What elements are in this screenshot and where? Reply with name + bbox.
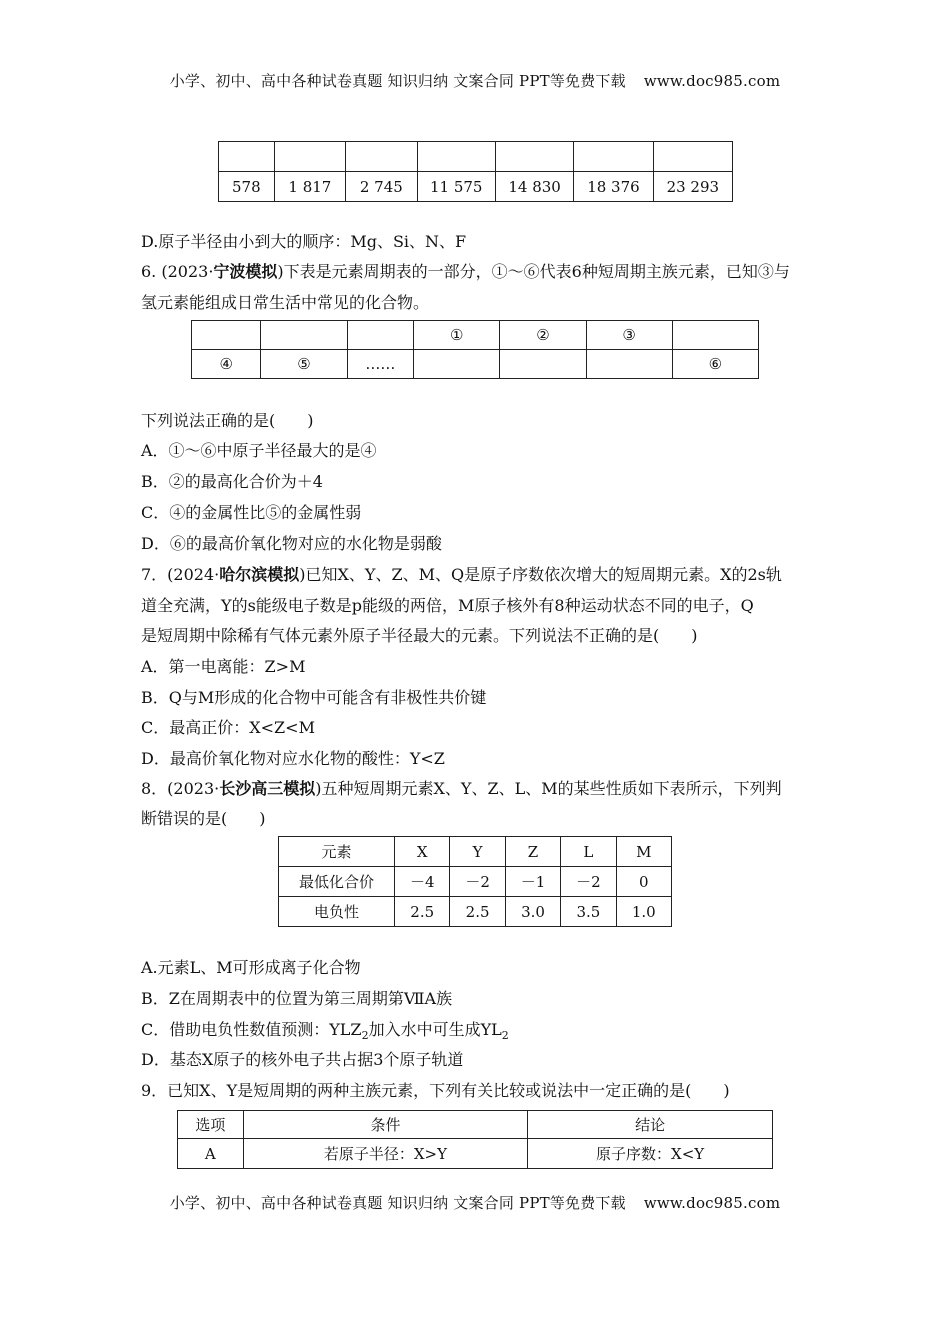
table-cell: 电负性 bbox=[279, 897, 395, 927]
table-cell: 2 745 bbox=[346, 172, 417, 202]
footer-text: 小学、初中、高中各种试卷真题 知识归纳 文案合同 PPT等免费下载 bbox=[169, 1194, 626, 1212]
q9-stem: 9．已知X、Y是短周期的两种主族元素，下列有关比较或说法中一定正确的是( ) bbox=[141, 1081, 730, 1100]
table-cell: 18 376 bbox=[574, 172, 653, 202]
table-cell: －2 bbox=[450, 867, 505, 897]
q6-stem-line2: 氢元素能组成日常生活中常见的化合物。 bbox=[141, 293, 430, 312]
table-header-cell: Y bbox=[450, 837, 505, 867]
page-header bbox=[0, 70, 950, 91]
table-row bbox=[279, 867, 672, 897]
q7-stem-line2: 道全充满，Y的s能级电子数是p能级的两倍，M原子核外有8种运动状态不同的电子，Q bbox=[141, 596, 754, 615]
q7-line1-rest: )已知X、Y、Z、M、Q是原子序数依次增大的短周期元素。X的2s轨 bbox=[299, 565, 782, 584]
table-cell bbox=[586, 350, 672, 379]
q6-number: 6. (2023· bbox=[141, 262, 214, 281]
table-cell bbox=[672, 321, 758, 350]
table-row bbox=[178, 1139, 773, 1169]
q7-stem-line1 bbox=[141, 565, 782, 585]
table-cell bbox=[219, 142, 275, 172]
q8-option-a: A.元素L、M可形成离子化合物 bbox=[141, 958, 361, 977]
table-cell: 3.5 bbox=[561, 897, 616, 927]
footer-site: www.doc985.com bbox=[643, 1194, 781, 1212]
q6-line1-rest: )下表是元素周期表的一部分，①～⑥代表6种短周期主族元素，已知③与 bbox=[277, 262, 790, 281]
table-cell: ⑤ bbox=[261, 350, 347, 379]
q8-line1-rest: )五种短周期元素X、Y、Z、L、M的某些性质如下表所示，下列判 bbox=[315, 779, 782, 798]
table-cell: A bbox=[178, 1139, 244, 1169]
table-cell: 2.5 bbox=[395, 897, 450, 927]
q8-stem-line1 bbox=[141, 779, 782, 799]
q8-option-c-mid: 加入水中可生成YL bbox=[368, 1020, 502, 1039]
q7-option-b: B．Q与M形成的化合物中可能含有非极性共价键 bbox=[141, 688, 487, 707]
q7-option-c: C．最高正价：X<Z<M bbox=[141, 718, 315, 737]
table-cell bbox=[346, 142, 417, 172]
q8-source: 长沙高三模拟 bbox=[219, 779, 316, 798]
table-cell bbox=[574, 142, 653, 172]
table-cell: 1 817 bbox=[274, 172, 345, 202]
table-header-cell: 条件 bbox=[243, 1111, 528, 1139]
table-cell: －1 bbox=[505, 867, 560, 897]
table-cell: 最低化合价 bbox=[279, 867, 395, 897]
table-cell: 若原子半径：X>Y bbox=[243, 1139, 528, 1169]
q6-periodic-table bbox=[191, 320, 759, 379]
table-cell: －2 bbox=[561, 867, 616, 897]
q6-question: 下列说法正确的是( ) bbox=[141, 411, 314, 430]
ionization-table bbox=[218, 141, 733, 202]
header-text: 小学、初中、高中各种试卷真题 知识归纳 文案合同 PPT等免费下载 bbox=[169, 72, 626, 90]
q7-option-d: D．最高价氧化物对应水化物的酸性：Y<Z bbox=[141, 749, 445, 768]
table-cell bbox=[417, 142, 495, 172]
table-header-cell: M bbox=[616, 837, 671, 867]
table-cell: 原子序数：X<Y bbox=[528, 1139, 773, 1169]
q8-stem-line2: 断错误的是( ) bbox=[141, 809, 266, 828]
q9-table bbox=[177, 1110, 773, 1169]
q5-option-d: D.原子半径由小到大的顺序：Mg、Si、N、F bbox=[141, 232, 467, 251]
table-cell: ④ bbox=[192, 350, 261, 379]
q8-option-c-pre: C．借助电负性数值预测：YLZ bbox=[141, 1020, 362, 1039]
table-cell: …… bbox=[347, 350, 414, 379]
q8-option-d: D．基态X原子的核外电子共占据3个原子轨道 bbox=[141, 1050, 464, 1069]
q6-stem-line1 bbox=[141, 262, 790, 282]
table-cell bbox=[261, 321, 347, 350]
table-header-cell: 选项 bbox=[178, 1111, 244, 1139]
q6-option-d: D．⑥的最高价氧化物对应的水化物是弱酸 bbox=[141, 534, 442, 553]
q6-option-c: C．④的金属性比⑤的金属性弱 bbox=[141, 503, 362, 522]
q7-stem-line3: 是短周期中除稀有气体元素外原子半径最大的元素。下列说法不正确的是( ) bbox=[141, 626, 698, 645]
q8-number: 8．(2023· bbox=[141, 779, 220, 798]
q7-option-a: A．第一电离能：Z>M bbox=[141, 657, 306, 676]
table-cell bbox=[495, 142, 573, 172]
q8-element-table bbox=[278, 836, 672, 927]
table-cell bbox=[347, 321, 414, 350]
subscript: 2 bbox=[361, 1029, 369, 1043]
table-header-cell: Z bbox=[505, 837, 560, 867]
table-cell: 14 830 bbox=[495, 172, 573, 202]
table-cell: ① bbox=[414, 321, 500, 350]
table-cell bbox=[500, 350, 586, 379]
table-cell: ⑥ bbox=[672, 350, 758, 379]
table-cell: 2.5 bbox=[450, 897, 505, 927]
q8-option-b: B．Z在周期表中的位置为第三周期第ⅦA族 bbox=[141, 989, 453, 1008]
table-header-cell: X bbox=[395, 837, 450, 867]
q6-option-a: A．①～⑥中原子半径最大的是④ bbox=[141, 441, 377, 460]
table-header-cell: 元素 bbox=[279, 837, 395, 867]
table-cell: 0 bbox=[616, 867, 671, 897]
q8-option-c bbox=[141, 1020, 509, 1046]
page-footer bbox=[0, 1192, 950, 1213]
table-cell: ③ bbox=[586, 321, 672, 350]
table-row bbox=[279, 897, 672, 927]
table-cell: 1.0 bbox=[616, 897, 671, 927]
subscript: 2 bbox=[501, 1029, 509, 1043]
table-cell: 3.0 bbox=[505, 897, 560, 927]
q7-number: 7．(2024· bbox=[141, 565, 220, 584]
table-cell: 11 575 bbox=[417, 172, 495, 202]
table-cell bbox=[414, 350, 500, 379]
table-cell: ② bbox=[500, 321, 586, 350]
table-cell: 578 bbox=[219, 172, 275, 202]
table-header-cell: L bbox=[561, 837, 616, 867]
q6-source: 宁波模拟 bbox=[213, 262, 278, 281]
table-cell: －4 bbox=[395, 867, 450, 897]
q6-option-b: B．②的最高化合价为＋4 bbox=[141, 472, 323, 491]
header-site: www.doc985.com bbox=[643, 72, 781, 90]
table-cell bbox=[653, 142, 732, 172]
q7-source: 哈尔滨模拟 bbox=[219, 565, 300, 584]
table-header-cell: 结论 bbox=[528, 1111, 773, 1139]
table-cell bbox=[192, 321, 261, 350]
table-cell bbox=[274, 142, 345, 172]
table-cell: 23 293 bbox=[653, 172, 732, 202]
